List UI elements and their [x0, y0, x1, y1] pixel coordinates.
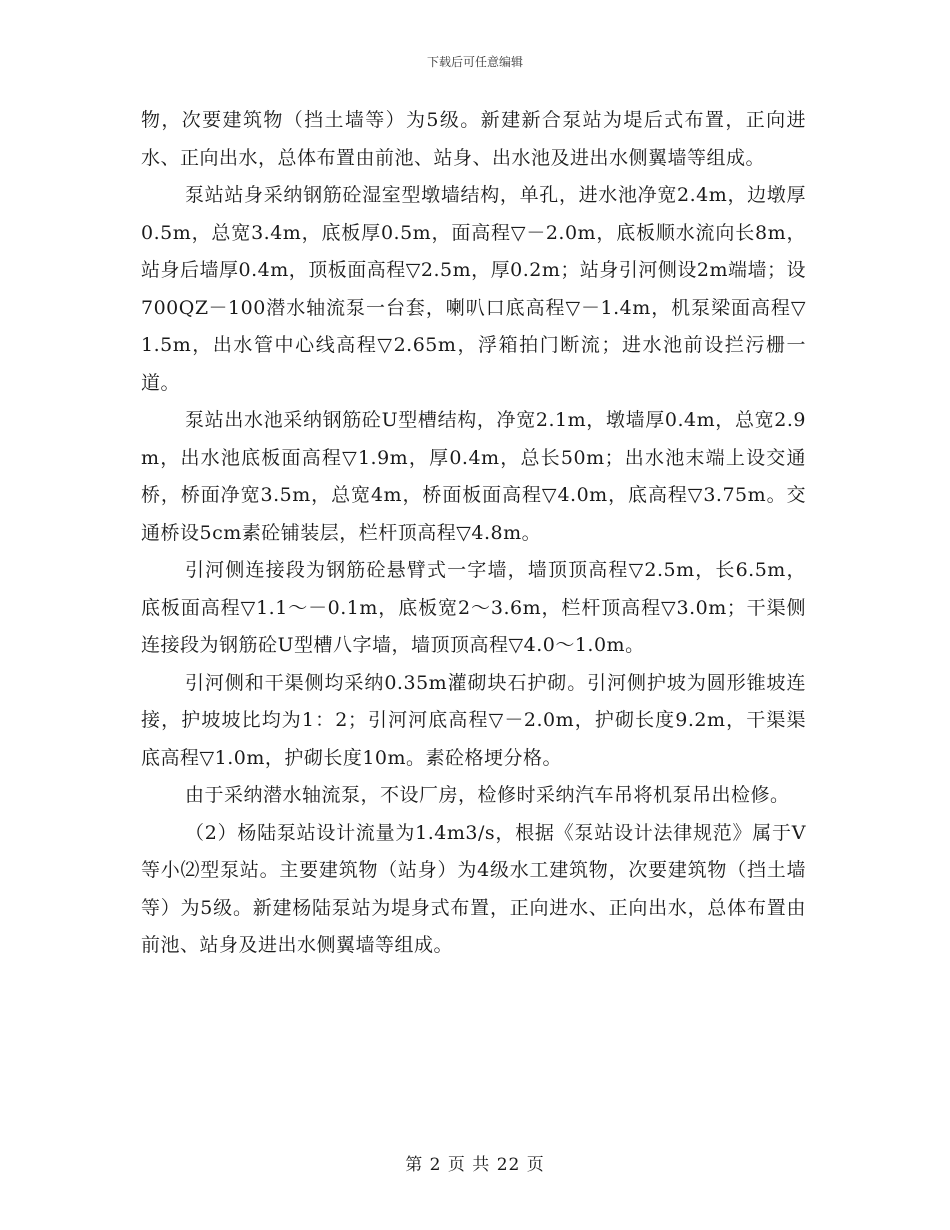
paragraph-5: 引河侧和干渠侧均采纳0.35m灌砌块石护砌。引河侧护坡为圆形锥坡连接，护坡坡比均为1：2；引河河底高程▽－2.0m，护砌长度9.2m，干渠渠底高程▽1.0m，护砌长度10m。素砼格埂分格。 [141, 671, 806, 769]
paragraph-3: 泵站出水池采纳钢筋砼U型槽结构，净宽2.1m，墩墙厚0.4m，总宽2.9m，出水池底板面高程▽1.9m，厚0.4m，总长50m；出水池末端上设交通桥，桥面净宽3.5m，总宽4m，桥面板面高程▽4.0m，底高程▽3.75m。交通桥设5cm素砼铺装层，栏杆顶高程▽4.8m。 [141, 409, 806, 544]
paragraph-1: 物，次要建筑物（挡土墙等）为5级。新建新合泵站为堤后式布置，正向进水、正向出水，总体布置由前池、站身、出水池及进出水侧翼墙等组成。 [141, 109, 806, 169]
page-number-footer: 第 2 页 共 22 页 [405, 1155, 545, 1175]
paragraph-4: 引河侧连接段为钢筋砼悬臂式一字墙，墙顶顶高程▽2.5m，长6.5m，底板面高程▽1.1～－0.1m，底板宽2～3.6m，栏杆顶高程▽3.0m；干渠侧连接段为钢筋砼U型槽八字墙，墙顶顶高程▽4.0～1.0m。 [141, 559, 806, 656]
paragraph-7: （2）杨陆泵站设计流量为1.4m3/s，根据《泵站设计法律规范》属于Ⅴ等小⑵型泵站。主要建筑物（站身）为4级水工建筑物，次要建筑物（挡土墙等）为5级。新建杨陆泵站为堤身式布置，正向进水、正向出水，总体布置由前池、站身及进出水侧翼墙等组成。 [141, 821, 806, 956]
document-body [141, 102, 806, 965]
paragraph-6: 由于采纳潜水轴流泵，不设厂房，检修时采纳汽车吊将机泵吊出检修。 [185, 784, 790, 806]
page-header: 下载后可任意编辑 [426, 55, 523, 69]
paragraph-2: 泵站站身采纳钢筋砼湿室型墩墙结构，单孔，进水池净宽2.4m，边墩厚0.5m，总宽3.4m，底板厚0.5m，面高程▽－2.0m，底板顺水流向长8m，站身后墙厚0.4m，顶板面高程▽2.5m，厚0.2m；站身引河侧设2m端墙；设700QZ－100潜水轴流泵一台套，喇叭口底高程▽－1.4m，机泵梁面高程▽1.5m，出水管中心线高程▽2.65m，浮箱拍门断流；进水池前设拦污栅一道。 [141, 184, 806, 394]
